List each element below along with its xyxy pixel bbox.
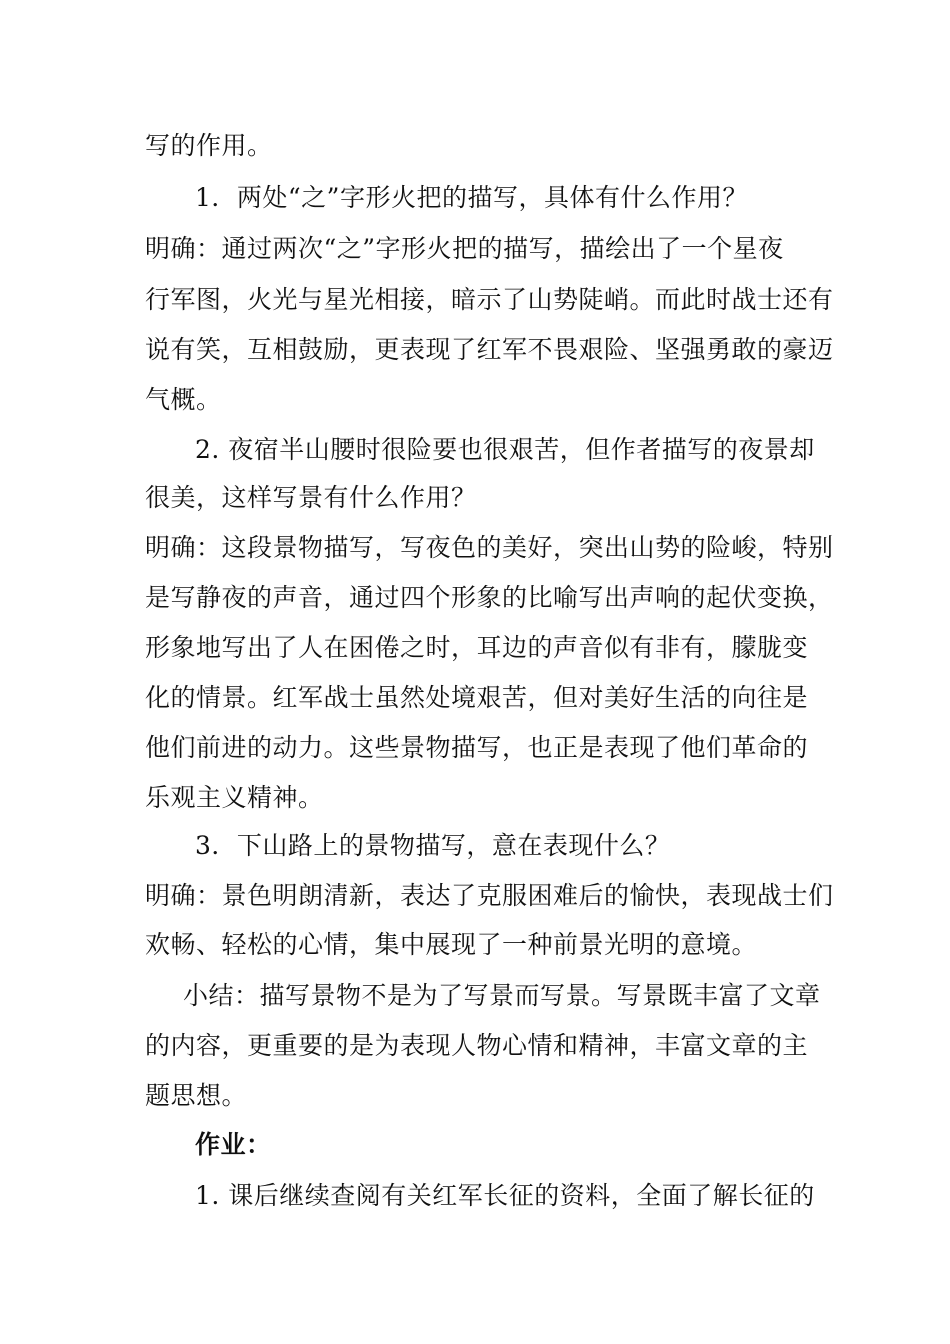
answer-1-line: 气概。: [145, 385, 222, 414]
answer-1-line: 行军图，火光与星光相接，暗示了山势陡峭。而此时战士还有: [145, 285, 834, 314]
homework-item-1: 1. 课后继续查阅有关红军长征的资料，全面了解长征的: [195, 1181, 815, 1210]
answer-1-line: 说有笑，互相鼓励，更表现了红军不畏艰险、坚强勇敢的豪迈: [145, 335, 834, 364]
answer-3-line: 明确：景色明朗清新，表达了克服困难后的愉快，表现战士们: [145, 881, 834, 910]
text-line: 写的作用。: [145, 131, 273, 160]
answer-3-line: 欢畅、轻松的心情，集中展现了一种前景光明的意境。: [145, 930, 758, 959]
question-3: 3．下山路上的景物描写，意在表现什么？: [195, 831, 671, 860]
question-2: 2. 夜宿半山腰时很险要也很艰苦，但作者描写的夜景却: [195, 435, 815, 464]
summary-line: 题思想。: [145, 1081, 248, 1110]
question-1: 1．两处“之”字形火把的描写，具体有什么作用？: [195, 183, 748, 212]
homework-heading: 作业：: [195, 1130, 272, 1159]
answer-2-line: 他们前进的动力。这些景物描写，也正是表现了他们革命的: [145, 733, 809, 762]
answer-2-line: 明确：这段景物描写，写夜色的美好，突出山势的险峻，特别: [145, 533, 834, 562]
answer-1-line: 明确：通过两次“之”字形火把的描写，描绘出了一个星夜: [145, 234, 784, 263]
summary-line: 小结：描写景物不是为了写景而写景。写景既丰富了文章: [183, 981, 821, 1010]
answer-2-line: 形象地写出了人在困倦之时，耳边的声音似有非有，朦胧变: [145, 633, 809, 662]
summary-line: 的内容，更重要的是为表现人物心情和精神，丰富文章的主: [145, 1031, 809, 1060]
question-2-line: 很美，这样写景有什么作用？: [145, 483, 477, 512]
answer-2-line: 是写静夜的声音，通过四个形象的比喻写出声响的起伏变换，: [145, 583, 834, 612]
answer-2-line: 乐观主义精神。: [145, 783, 324, 812]
answer-2-line: 化的情景。红军战士虽然处境艰苦，但对美好生活的向往是: [145, 683, 809, 712]
